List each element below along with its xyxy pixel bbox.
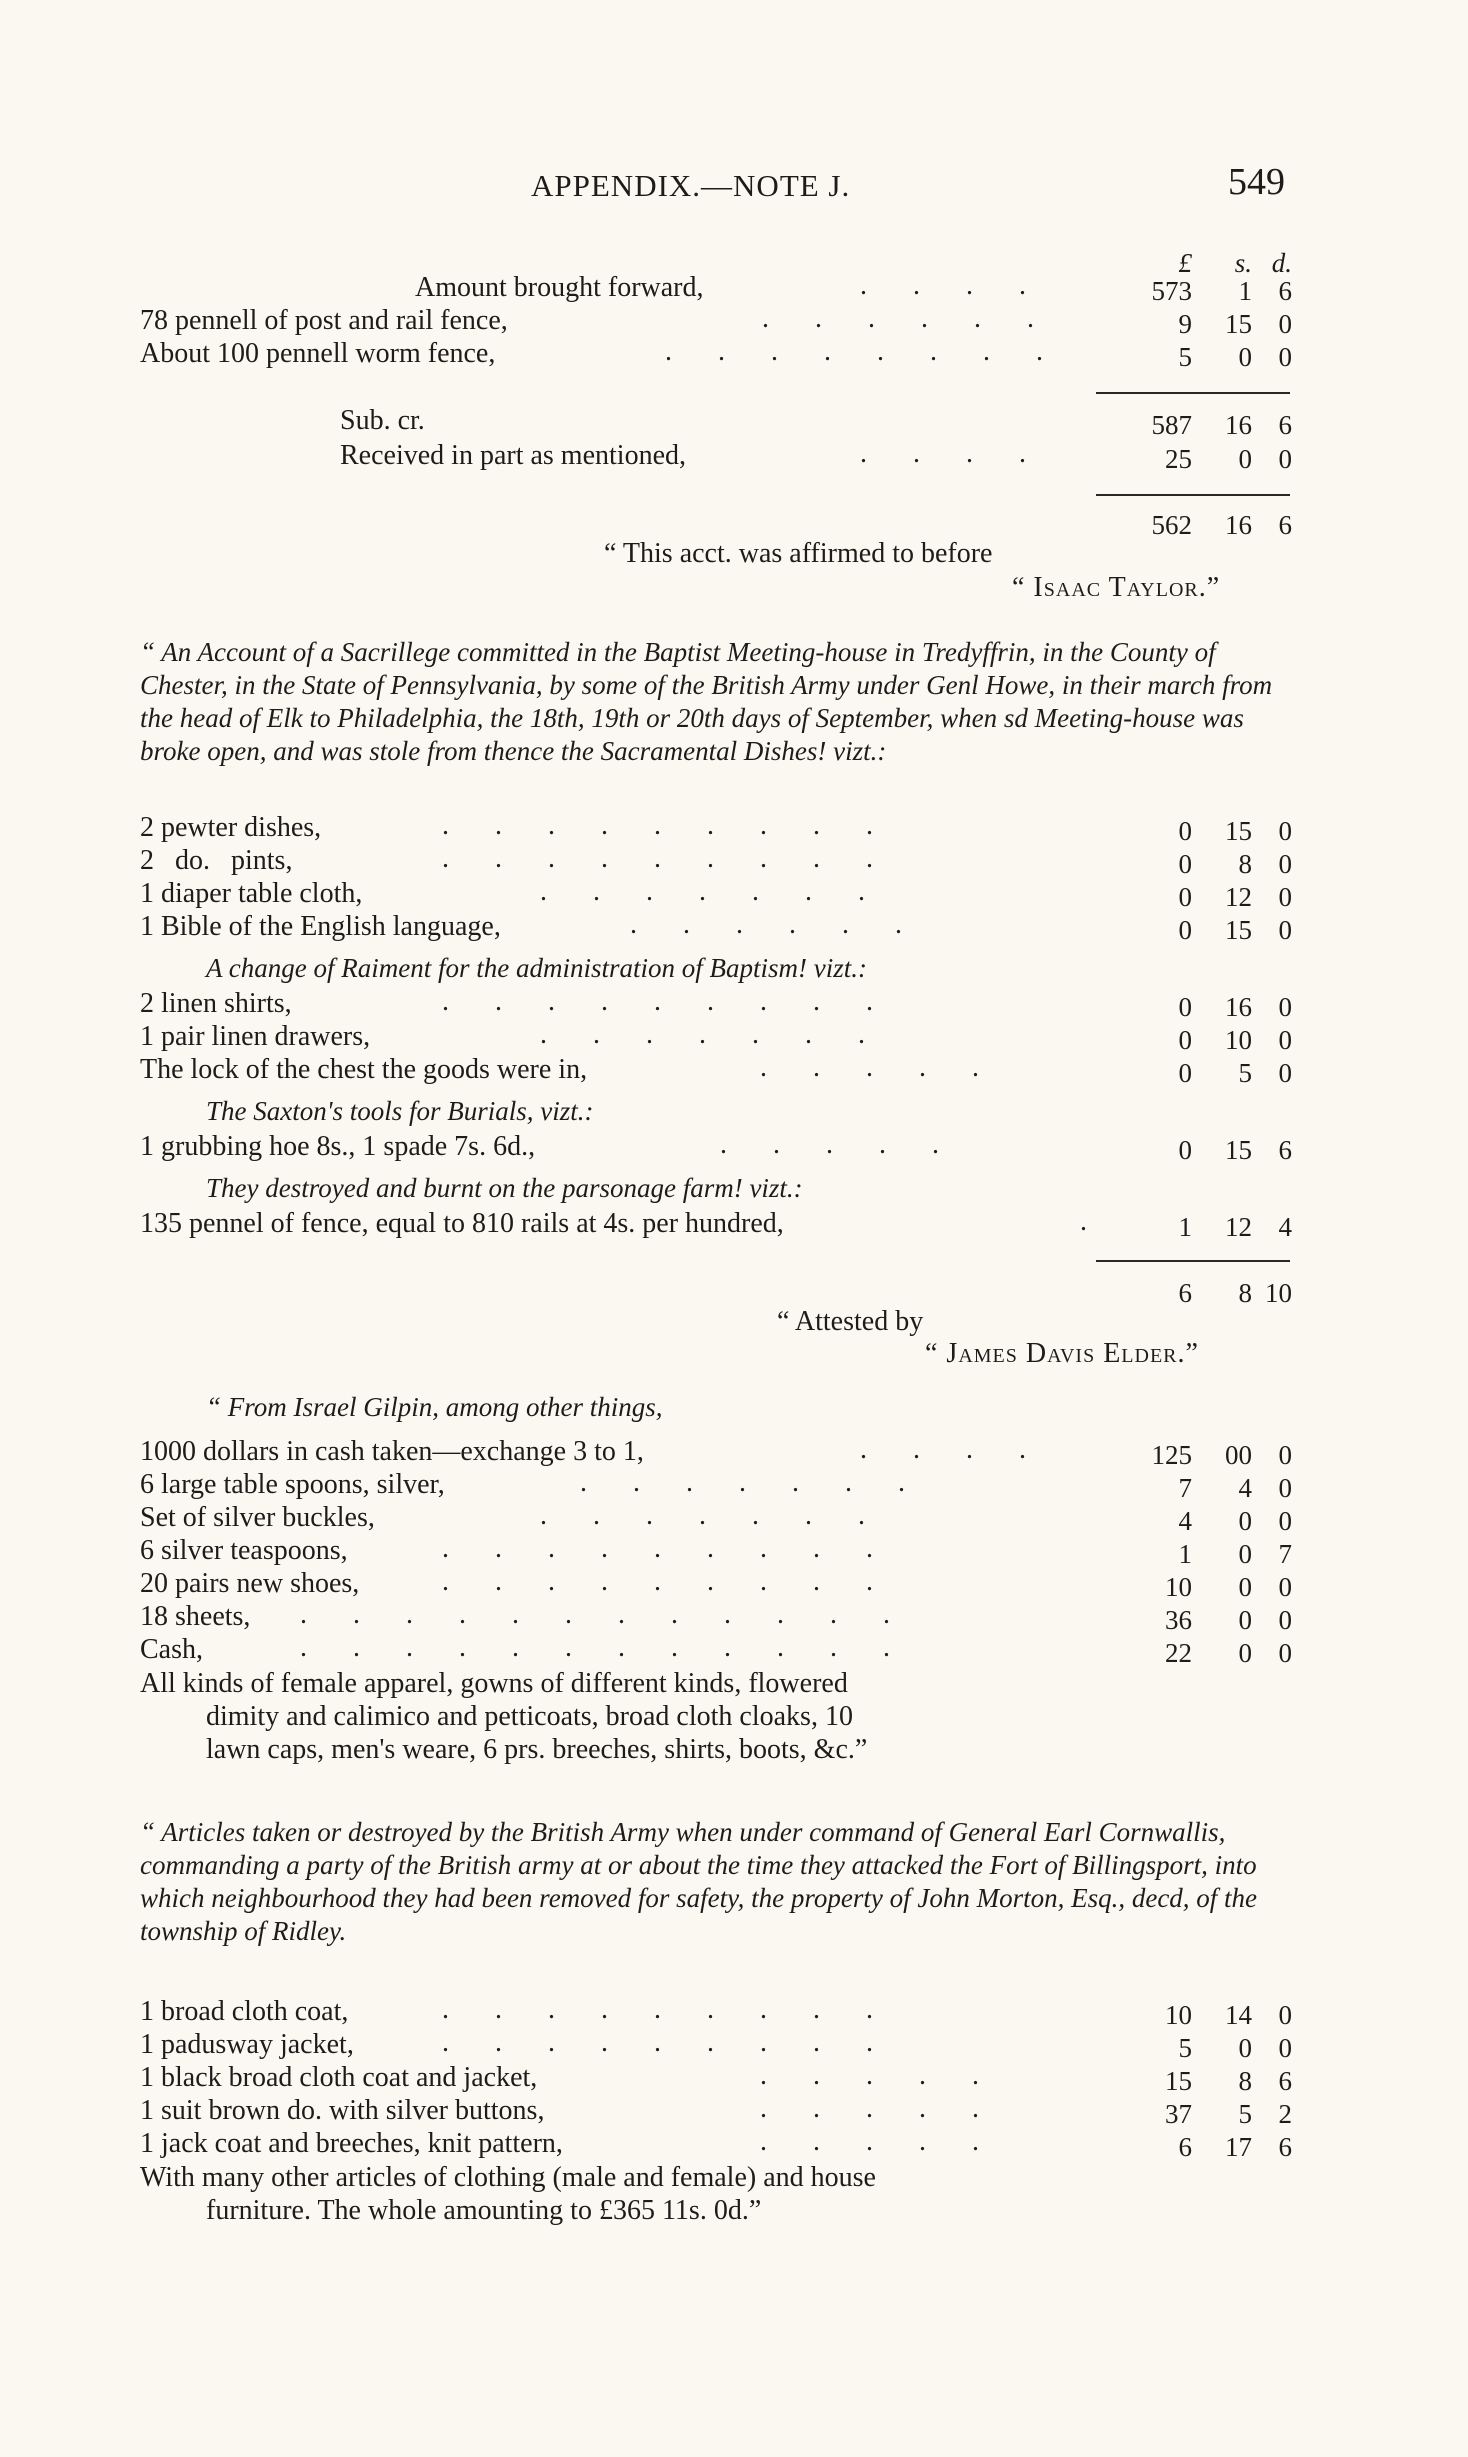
dot-leader: ....... bbox=[540, 1500, 911, 1531]
ledger-pounds: 36 bbox=[1165, 1605, 1192, 1635]
ledger-shillings: 8 bbox=[1238, 2066, 1252, 2096]
dot-leader: ..... bbox=[760, 2060, 1025, 2091]
ledger-pounds: 37 bbox=[1165, 2099, 1192, 2129]
dot-leader: ......... bbox=[442, 1566, 919, 1597]
ledger-label: 1 padusway jacket, bbox=[140, 2029, 354, 2060]
ledger-label: Set of silver buckles, bbox=[140, 1502, 375, 1533]
dot-leader: ..... bbox=[760, 2126, 1025, 2157]
dot-leader: ......... bbox=[442, 2027, 919, 2058]
ledger-shillings: 0 bbox=[1238, 2033, 1252, 2063]
ledger-shillings: 8 bbox=[1238, 849, 1252, 879]
ledger-pence: 0 bbox=[1278, 2033, 1292, 2063]
ledger-pounds: 0 bbox=[1178, 915, 1192, 945]
ledger-label: 2 linen shirts, bbox=[140, 988, 292, 1019]
ledger-shillings: 17 bbox=[1225, 2132, 1252, 2162]
dot-leader: ....... bbox=[540, 1019, 911, 1050]
ledger-shillings: 16 bbox=[1225, 992, 1252, 1022]
ledger-pence: 6 bbox=[1278, 1135, 1292, 1165]
ledger-label: Amount brought forward, bbox=[415, 272, 704, 303]
ledger-pence: 6 bbox=[1278, 276, 1292, 306]
ledger-shillings: 0 bbox=[1238, 1605, 1252, 1635]
ledger-pence: 7 bbox=[1278, 1539, 1292, 1569]
sum-rule bbox=[1096, 494, 1290, 496]
ledger-pounds: 22 bbox=[1165, 1638, 1192, 1668]
dot-leader: ..... bbox=[760, 2093, 1025, 2124]
ledger-label: 1 jack coat and breeches, knit pattern, bbox=[140, 2128, 563, 2159]
pence-heading: d. bbox=[1271, 248, 1292, 278]
ledger-shillings: 16 bbox=[1225, 410, 1252, 440]
ledger-pounds: 0 bbox=[1178, 882, 1192, 912]
total-pounds: 562 bbox=[1151, 510, 1192, 540]
total-pence: 10 bbox=[1265, 1278, 1292, 1308]
ledger-pence: 6 bbox=[1278, 410, 1292, 440]
ledger-pence: 0 bbox=[1278, 1025, 1292, 1055]
apparel-note: lawn caps, men's weare, 6 prs. breeches, shirts, boots, &c.” bbox=[206, 1734, 868, 1765]
ledger-pounds: 15 bbox=[1165, 2066, 1192, 2096]
dot-leader: ..... bbox=[720, 1129, 985, 1160]
ledger-pounds: 25 bbox=[1165, 444, 1192, 474]
sum-rule bbox=[1096, 1260, 1290, 1262]
dot-leader: ..... bbox=[760, 1052, 1025, 1083]
ledger-pounds: 5 bbox=[1178, 2033, 1192, 2063]
intro-text: “ Articles taken or destroyed by the British Army when under command of General Earl Cornwallis, commanding a party of the British army at or about the time they attacked the Fort of Billingsport, into which neighbourhood they had been removed for safety, the property of John Morton, Esq., decd, of the township of Ridley. bbox=[140, 1817, 1258, 1946]
ledger-shillings: 5 bbox=[1238, 1058, 1252, 1088]
dot-leader: ............ bbox=[300, 1632, 936, 1663]
ledger-label: 2 do. pints, bbox=[140, 845, 293, 876]
dot-leader: .... bbox=[860, 438, 1072, 469]
sum-rule bbox=[1096, 392, 1290, 394]
ledger-label: 1000 dollars in cash taken—exchange 3 to 1, bbox=[140, 1436, 644, 1467]
ledger-label: About 100 pennell worm fence, bbox=[140, 338, 496, 369]
clothing-note: furniture. The whole amounting to £365 11s. 0d.” bbox=[206, 2195, 762, 2226]
ledger-shillings: 0 bbox=[1238, 444, 1252, 474]
ledger-pence: 0 bbox=[1278, 2000, 1292, 2030]
ledger-pence: 0 bbox=[1278, 849, 1292, 879]
dot-leader: ......... bbox=[442, 1533, 919, 1564]
dot-leader: ....... bbox=[580, 1467, 951, 1498]
ledger-pounds: 125 bbox=[1151, 1440, 1192, 1470]
dot-leader: ...... bbox=[762, 303, 1080, 334]
ledger-shillings: 0 bbox=[1238, 1539, 1252, 1569]
clothing-note: With many other articles of clothing (male and female) and house bbox=[140, 2162, 876, 2193]
dot-leader: ......... bbox=[442, 810, 919, 841]
ledger-pence: 0 bbox=[1278, 1058, 1292, 1088]
apparel-note: dimity and calimico and petticoats, broad cloth cloaks, 10 bbox=[206, 1701, 853, 1732]
total-pence: 6 bbox=[1278, 510, 1292, 540]
ledger-pence: 0 bbox=[1278, 816, 1292, 846]
ledger-pounds: 6 bbox=[1178, 2132, 1192, 2162]
ledger-pounds: 0 bbox=[1178, 1135, 1192, 1165]
ledger-pence: 0 bbox=[1278, 342, 1292, 372]
signature: “ Isaac Taylor.” bbox=[1012, 572, 1221, 603]
apparel-note: All kinds of female apparel, gowns of different kinds, flowered bbox=[140, 1668, 848, 1699]
ledger-shillings: 1 bbox=[1238, 276, 1252, 306]
ledger-pence: 6 bbox=[1278, 2066, 1292, 2096]
pounds-heading: £ bbox=[1178, 248, 1192, 278]
ledger-pounds: 1 bbox=[1178, 1539, 1192, 1569]
ledger-pence: 0 bbox=[1278, 1506, 1292, 1536]
page-number: 549 bbox=[1228, 161, 1285, 203]
ledger-shillings: 0 bbox=[1238, 342, 1252, 372]
ledger-pence: 0 bbox=[1278, 882, 1292, 912]
dot-leader: ......... bbox=[442, 843, 919, 874]
ledger-label: 78 pennell of post and rail fence, bbox=[140, 305, 508, 336]
ledger-pounds: 7 bbox=[1178, 1473, 1192, 1503]
ledger-label: 135 pennel of fence, equal to 810 rails at 4s. per hundred, bbox=[140, 1208, 784, 1239]
ledger-pounds: 0 bbox=[1178, 1025, 1192, 1055]
ledger-pounds: 5 bbox=[1178, 342, 1192, 372]
ledger-shillings: 12 bbox=[1225, 882, 1252, 912]
ledger-shillings: 15 bbox=[1225, 915, 1252, 945]
ledger-shillings: 15 bbox=[1225, 309, 1252, 339]
ledger-shillings: 0 bbox=[1238, 1506, 1252, 1536]
account-intro bbox=[140, 636, 1298, 768]
subheading-raiment: A change of Raiment for the administration of Baptism! vizt.: bbox=[206, 953, 867, 983]
total-shillings: 8 bbox=[1238, 1278, 1252, 1308]
dot-leader: ....... bbox=[540, 876, 911, 907]
signature: “ James Davis Elder.” bbox=[925, 1338, 1199, 1369]
ledger-pence: 0 bbox=[1278, 992, 1292, 1022]
morton-intro bbox=[140, 1816, 1298, 1948]
ledger-pence: 0 bbox=[1278, 444, 1292, 474]
dot-leader: ......... bbox=[442, 986, 919, 1017]
ledger-label: 1 suit brown do. with silver buttons, bbox=[140, 2095, 545, 2126]
ledger-pence: 0 bbox=[1278, 1638, 1292, 1668]
subheading-parsonage: They destroyed and burnt on the parsonage farm! vizt.: bbox=[206, 1173, 803, 1203]
ledger-pence: 6 bbox=[1278, 2132, 1292, 2162]
ledger-pounds: 10 bbox=[1165, 1572, 1192, 1602]
ledger-pounds: 0 bbox=[1178, 992, 1192, 1022]
shillings-heading: s. bbox=[1234, 248, 1252, 278]
ledger-shillings: 0 bbox=[1238, 1572, 1252, 1602]
dot-leader: .... bbox=[860, 1434, 1072, 1465]
dot-leader: ............ bbox=[300, 1599, 936, 1630]
ledger-shillings: 15 bbox=[1225, 1135, 1252, 1165]
ledger-pence: 0 bbox=[1278, 309, 1292, 339]
ledger-pence: 2 bbox=[1278, 2099, 1292, 2129]
attested-line: “ Attested by bbox=[777, 1306, 924, 1337]
ledger-shillings: 14 bbox=[1225, 2000, 1252, 2030]
ledger-pounds: 9 bbox=[1178, 309, 1192, 339]
ledger-label: The lock of the chest the goods were in, bbox=[140, 1054, 588, 1085]
ledger-shillings: 4 bbox=[1238, 1473, 1252, 1503]
ledger-label: 1 black broad cloth coat and jacket, bbox=[140, 2062, 538, 2093]
ledger-pounds: 4 bbox=[1178, 1506, 1192, 1536]
ledger-pounds: 0 bbox=[1178, 1058, 1192, 1088]
ledger-shillings: 12 bbox=[1225, 1212, 1252, 1242]
ledger-pence: 0 bbox=[1278, 1572, 1292, 1602]
gilpin-intro: “ From Israel Gilpin, among other things, bbox=[206, 1392, 663, 1422]
ledger-pence: 0 bbox=[1278, 1440, 1292, 1470]
ledger-shillings: 5 bbox=[1238, 2099, 1252, 2129]
ledger-pounds: 0 bbox=[1178, 816, 1192, 846]
ledger-shillings: 15 bbox=[1225, 816, 1252, 846]
intro-text: “ An Account of a Sacrillege committed in the Baptist Meeting-house in Tredyffrin, in the County of Chester, in the State of Pennsylvania, by some of the British Army under Genl Howe, in their march from the head of Elk to Philadelphia, the 18th, 19th or 20th days of September, when sd Meeting-house was broke open, and was stole from thence the Sacramental Dishes! vizt.: bbox=[140, 637, 1273, 766]
ledger-pence: 0 bbox=[1278, 1473, 1292, 1503]
ledger-label: Received in part as mentioned, bbox=[340, 440, 686, 471]
dot-leader: .... bbox=[860, 270, 1072, 301]
ledger-label: 20 pairs new shoes, bbox=[140, 1568, 360, 1599]
ledger-pounds: 573 bbox=[1151, 276, 1192, 306]
subheading-saxton: The Saxton's tools for Burials, vizt.: bbox=[206, 1096, 594, 1126]
ledger-pounds: 0 bbox=[1178, 849, 1192, 879]
ledger-label: 2 pewter dishes, bbox=[140, 812, 322, 843]
dot-leader: ......... bbox=[442, 1994, 919, 2025]
ledger-label: 1 grubbing hoe 8s., 1 spade 7s. 6d., bbox=[140, 1131, 536, 1162]
total-pounds: 6 bbox=[1178, 1278, 1192, 1308]
ledger-pounds: 1 bbox=[1178, 1212, 1192, 1242]
ledger-pounds: 587 bbox=[1151, 410, 1192, 440]
dot-leader: ........ bbox=[665, 336, 1089, 367]
ledger-pence: 0 bbox=[1278, 1605, 1292, 1635]
ledger-label: Sub. cr. bbox=[340, 405, 425, 436]
ledger-label: 1 diaper table cloth, bbox=[140, 878, 363, 909]
dot-leader: . bbox=[1080, 1206, 1133, 1237]
ledger-shillings: 10 bbox=[1225, 1025, 1252, 1055]
ledger-label: 6 silver teaspoons, bbox=[140, 1535, 348, 1566]
ledger-shillings: 00 bbox=[1225, 1440, 1252, 1470]
ledger-label: Cash, bbox=[140, 1634, 203, 1665]
dot-leader: ...... bbox=[630, 909, 948, 940]
running-header: APPENDIX.—NOTE J. bbox=[531, 168, 851, 203]
total-shillings: 16 bbox=[1225, 510, 1252, 540]
ledger-shillings: 0 bbox=[1238, 1638, 1252, 1668]
ledger-label: 18 sheets, bbox=[140, 1601, 251, 1632]
ledger-label: 1 broad cloth coat, bbox=[140, 1996, 349, 2027]
ledger-pence: 4 bbox=[1278, 1212, 1292, 1242]
ledger-pounds: 10 bbox=[1165, 2000, 1192, 2030]
ledger-label: 1 Bible of the English language, bbox=[140, 911, 501, 942]
ledger-label: 6 large table spoons, silver, bbox=[140, 1469, 445, 1500]
affirmation-line: “ This acct. was affirmed to before bbox=[604, 538, 993, 569]
ledger-pence: 0 bbox=[1278, 915, 1292, 945]
ledger-label: 1 pair linen drawers, bbox=[140, 1021, 371, 1052]
